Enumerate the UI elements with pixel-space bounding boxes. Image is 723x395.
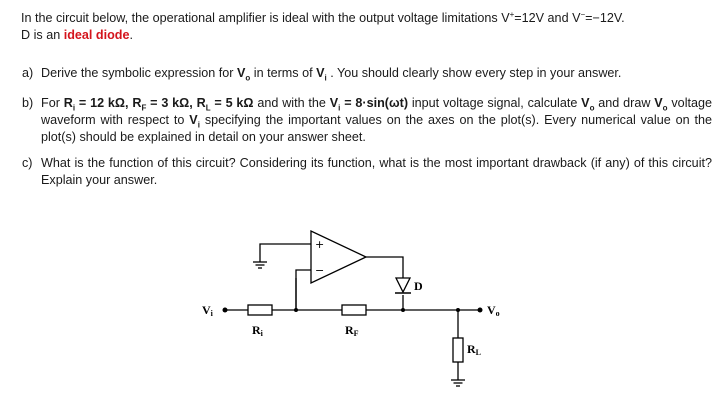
question-text: For $R_i = 12$ kΩ, $R_F = 3$ kΩ, $R_L = 5$ kΩ and with the $V_i = 8\cdot\sin(\omega t)$ input voltage signal, calculate $V_o$ and draw $V_o$ voltage waveform with respect to $V_i$ specifying the important values on the axes on the plot(s). Every numerical value on the plot(s) should be explained in detail on your answer sheet. bbox=[41, 96, 713, 144]
resistor-rf bbox=[342, 305, 366, 315]
intro-text: =12V and V bbox=[514, 11, 581, 25]
node-dot bbox=[456, 308, 460, 312]
vi-terminal bbox=[223, 308, 228, 313]
question-text: What is the function of this circuit? Considering its function, what is the most important drawback (if any) of this circuit? Explain your answer. bbox=[41, 156, 712, 187]
intro-text: In the circuit below, the operational amplifier is ideal with the output voltage limitations V bbox=[21, 11, 510, 25]
rl-label: RL bbox=[467, 342, 482, 357]
intro-text: =−12V. bbox=[585, 11, 625, 25]
vi-label: Vi bbox=[202, 303, 213, 318]
diode-label: D bbox=[414, 279, 423, 293]
question-label: a) bbox=[22, 66, 34, 80]
vplus-superscript: + bbox=[509, 9, 515, 19]
inverting-input-wire bbox=[296, 270, 311, 310]
minus-sign: − bbox=[315, 264, 325, 277]
vminus-superscript: − bbox=[580, 9, 586, 19]
question-label: b) bbox=[22, 96, 34, 110]
resistor-rl bbox=[453, 338, 463, 362]
plus-sign: + bbox=[315, 238, 325, 251]
node-dot bbox=[401, 308, 405, 312]
intro-text: D is an bbox=[21, 28, 64, 42]
ri-label: Ri bbox=[252, 323, 263, 338]
question-label: c) bbox=[22, 156, 33, 170]
intro-text: . bbox=[129, 28, 133, 42]
ideal-diode-highlight: ideal diode bbox=[63, 28, 130, 42]
question-text: Derive the symbolic expression for $V_o$ in terms of $V_i$ . You should clearly show every step in your answer. bbox=[41, 66, 622, 83]
vo-terminal bbox=[478, 308, 483, 313]
vo-label: Vo bbox=[487, 303, 500, 318]
rf-label: RF bbox=[345, 323, 359, 338]
resistor-ri bbox=[248, 305, 272, 315]
diode-symbol bbox=[396, 278, 410, 292]
opamp-output-wire bbox=[366, 257, 403, 278]
node-dot bbox=[294, 308, 298, 312]
noninverting-input-wire bbox=[260, 244, 311, 262]
